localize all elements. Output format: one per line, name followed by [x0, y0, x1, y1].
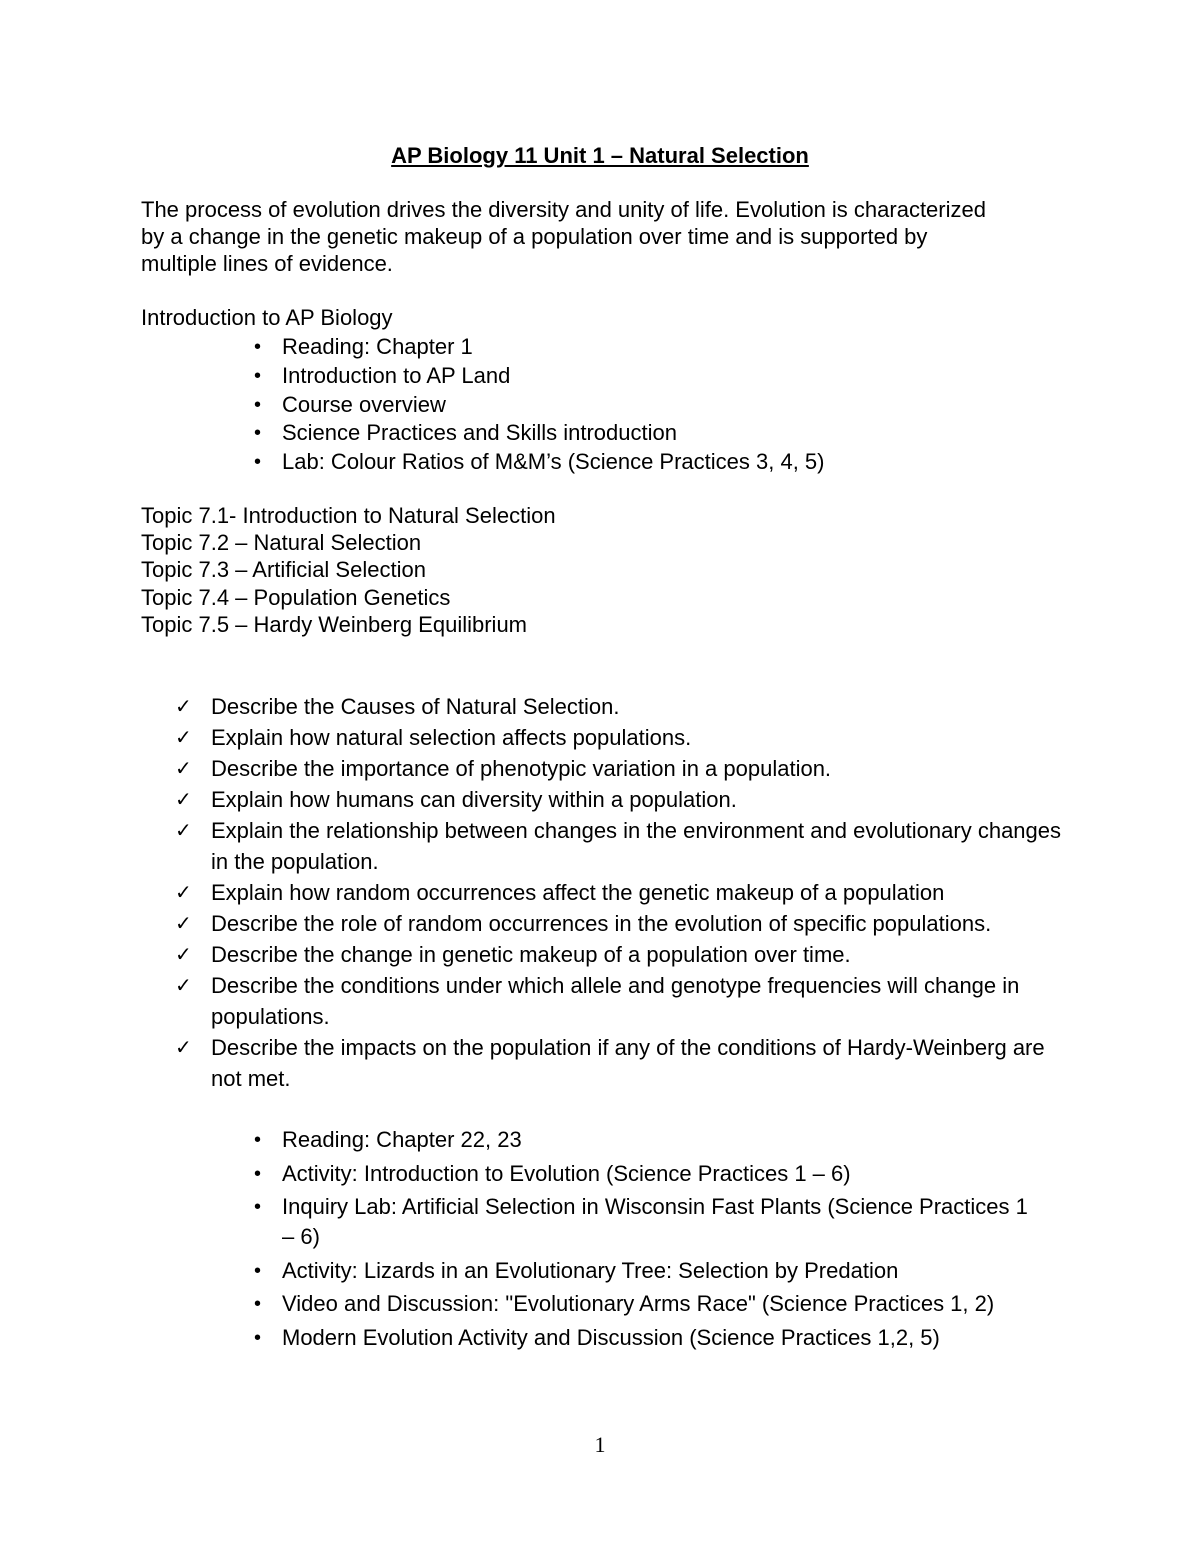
- list-item: • Science Practices and Skills introduction: [282, 419, 824, 448]
- intro-line-1: The process of evolution drives the diversity and unity of life. Evolution is characterized: [141, 197, 986, 222]
- bullet-dot-icon: •: [254, 1259, 262, 1282]
- bullet-dot-icon: •: [254, 1129, 262, 1151]
- checkmark-icon: ✓: [175, 756, 192, 780]
- activity-bullet-list: [254, 1125, 1042, 1356]
- list-item: • Course overview: [282, 391, 824, 420]
- bullet-dot-icon: •: [254, 336, 262, 358]
- topic-item: Topic 7.5 – Hardy Weinberg Equilibrium: [141, 611, 527, 637]
- checklist-item: ✓ Describe the change in genetic makeup of a population over time.: [211, 939, 1071, 970]
- bullet-dot-icon: •: [254, 393, 262, 416]
- intro-paragraph: [141, 196, 1071, 277]
- list-item: • Inquiry Lab: Artificial Selection in Wisconsin Fast Plants (Science Practices 1 – 6): [254, 1194, 1028, 1249]
- list-item: • Reading: Chapter 1: [282, 333, 824, 362]
- checkmark-icon: ✓: [175, 787, 192, 811]
- list-item: • Lab: Colour Ratios of M&M’s (Science Practices 3, 4, 5): [282, 448, 824, 477]
- intro-section-heading: Introduction to AP Biology: [141, 305, 393, 330]
- checkmark-icon: ✓: [175, 911, 192, 935]
- checklist-item: ✓ Describe the conditions under which allele and genotype frequencies will change in populations.: [211, 970, 1071, 1032]
- checklist-item: ✓ Describe the Causes of Natural Selection.: [211, 691, 1071, 722]
- document-title: AP Biology 11 Unit 1 – Natural Selection: [391, 143, 809, 168]
- checklist-item: ✓ Describe the impacts on the population if any of the conditions of Hardy-Weinberg are not met.: [211, 1032, 1071, 1094]
- bullet-dot-icon: •: [254, 451, 262, 474]
- bullet-dot-icon: •: [254, 1196, 262, 1218]
- intro-line-3: multiple lines of evidence.: [141, 251, 393, 276]
- checklist-item: ✓ Describe the importance of phenotypic variation in a population.: [211, 753, 1071, 784]
- checkmark-icon: ✓: [175, 725, 192, 749]
- bullet-dot-icon: •: [254, 422, 262, 445]
- checklist-item: ✓ Explain the relationship between changes in the environment and evolutionary changes in the population.: [211, 815, 1071, 877]
- list-item: • Reading: Chapter 22, 23: [282, 1125, 1042, 1155]
- list-item: • Activity: Lizards in an Evolutionary Tree: Selection by Predation: [282, 1256, 1042, 1286]
- checkmark-icon: ✓: [175, 694, 192, 718]
- checkmark-icon: ✓: [175, 942, 192, 966]
- list-item: • Activity: Introduction to Evolution (Science Practices 1 – 6): [282, 1159, 1042, 1189]
- checkmark-icon: ✓: [175, 880, 192, 904]
- bullet-dot-icon: •: [254, 364, 262, 387]
- checklist-item: ✓ Describe the role of random occurrences in the evolution of specific populations.: [211, 908, 1071, 939]
- page-number: 1: [594, 1432, 606, 1457]
- checklist-item: ✓ Explain how random occurrences affect the genetic makeup of a population: [211, 877, 1071, 908]
- bullet-dot-icon: •: [254, 1326, 262, 1349]
- topic-item: Topic 7.2 – Natural Selection: [141, 530, 422, 556]
- bullet-dot-icon: •: [254, 1293, 262, 1315]
- checklist-item: ✓ Explain how natural selection affects populations.: [211, 722, 1071, 753]
- intro-line-2: by a change in the genetic makeup of a population over time and is supported by: [141, 224, 928, 249]
- topic-list: [141, 502, 556, 638]
- checkmark-icon: ✓: [175, 973, 192, 997]
- objectives-checklist: [175, 691, 1071, 1094]
- list-item: • Introduction to AP Land: [282, 362, 824, 391]
- checkmark-icon: ✓: [175, 818, 192, 842]
- topic-item: Topic 7.1- Introduction to Natural Selection: [141, 503, 556, 528]
- intro-bullet-list: [254, 333, 825, 477]
- checklist-item: ✓ Explain how humans can diversity within a population.: [211, 784, 1071, 815]
- topic-item: Topic 7.3 – Artificial Selection: [141, 557, 426, 583]
- list-item: • Modern Evolution Activity and Discussion (Science Practices 1,2, 5): [282, 1323, 1042, 1353]
- checkmark-icon: ✓: [175, 1035, 192, 1059]
- list-item: • Video and Discussion: "Evolutionary Arms Race" (Science Practices 1, 2): [282, 1289, 1042, 1319]
- bullet-dot-icon: •: [254, 1162, 262, 1185]
- topic-item: Topic 7.4 – Population Genetics: [141, 584, 451, 610]
